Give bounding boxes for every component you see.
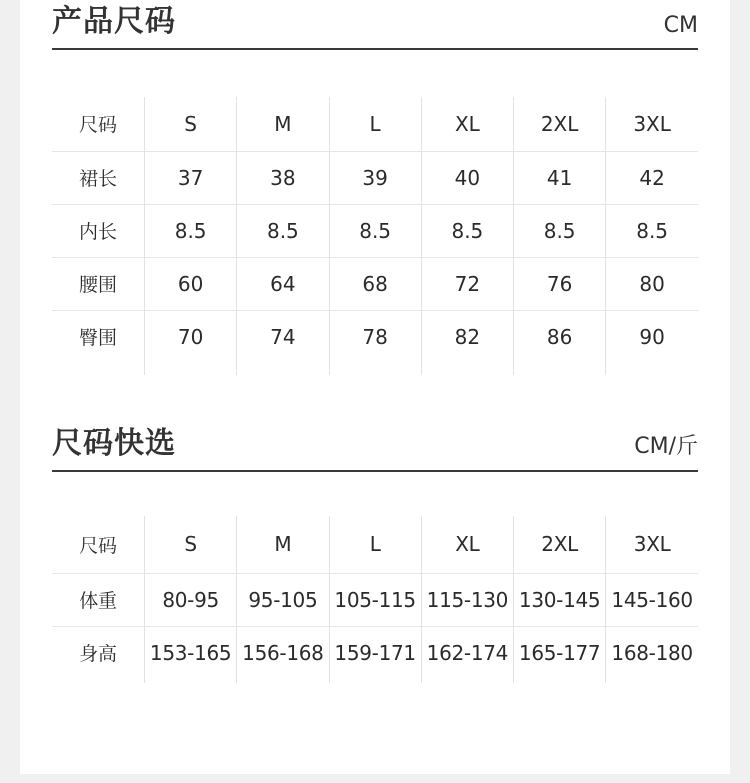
table-cell: 68 — [329, 257, 421, 310]
table-cell: 95-105 — [237, 573, 329, 626]
table-cell: 130-145 — [514, 573, 606, 626]
row-label: 身高 — [52, 626, 145, 683]
table-cell: 8.5 — [145, 204, 237, 257]
header-cell: 3XL — [606, 516, 698, 573]
table-cell: 74 — [237, 310, 329, 375]
header-cell: 2XL — [514, 516, 606, 573]
table-cell: 37 — [145, 151, 237, 204]
header-cell: S — [145, 516, 237, 573]
quick-size-table — [52, 516, 698, 683]
quick-size-unit: CM/斤 — [634, 434, 698, 459]
table-cell: 8.5 — [421, 204, 513, 257]
product-size-unit: CM — [663, 13, 698, 38]
size-chart-page — [20, 0, 730, 774]
table-cell: 80 — [606, 257, 698, 310]
header-cell: XL — [421, 516, 513, 573]
table-cell: 8.5 — [237, 204, 329, 257]
row-label: 裙长 — [52, 151, 145, 204]
product-size-table — [52, 97, 698, 375]
header-cell: 尺码 — [78, 114, 117, 137]
table-cell: 80-95 — [145, 573, 237, 626]
table-cell: 8.5 — [329, 204, 421, 257]
table-row — [52, 151, 698, 204]
table-cell: 153-165 — [145, 626, 237, 683]
table-row — [52, 573, 698, 626]
product-size-header — [52, 4, 698, 50]
table-row — [52, 204, 698, 257]
header-cell: 2XL — [514, 97, 606, 151]
table-cell: 76 — [514, 257, 606, 310]
table-cell: 90 — [606, 310, 698, 375]
table-cell: 70 — [145, 310, 237, 375]
header-cell: L — [329, 516, 421, 573]
table-cell: 8.5 — [514, 204, 606, 257]
quick-size-header — [52, 426, 698, 472]
table-cell: 82 — [421, 310, 513, 375]
header-cell: S — [145, 97, 237, 151]
table-cell: 64 — [237, 257, 329, 310]
row-label: 体重 — [52, 573, 145, 626]
header-cell: L — [329, 97, 421, 151]
product-size-title: 产品尺码 — [52, 4, 176, 39]
table-cell: 86 — [514, 310, 606, 375]
header-cell: XL — [421, 97, 513, 151]
table-row — [52, 626, 698, 683]
table-cell: 41 — [514, 151, 606, 204]
row-label: 内长 — [52, 204, 145, 257]
table-cell: 78 — [329, 310, 421, 375]
table-cell: 8.5 — [606, 204, 698, 257]
table-cell: 145-160 — [606, 573, 698, 626]
header-cell: M — [237, 516, 329, 573]
table-cell: 39 — [329, 151, 421, 204]
table-cell: 162-174 — [421, 626, 513, 683]
table-cell: 115-130 — [421, 573, 513, 626]
quick-size-title: 尺码快选 — [52, 426, 176, 461]
table-cell: 38 — [237, 151, 329, 204]
header-cell: 3XL — [606, 97, 698, 151]
table-header-row — [52, 97, 698, 151]
header-cell: 尺码 — [79, 534, 117, 557]
table-cell: 159-171 — [329, 626, 421, 683]
table-cell: 42 — [606, 151, 698, 204]
row-label: 腰围 — [52, 257, 145, 310]
table-cell: 40 — [421, 151, 513, 204]
table-cell: 165-177 — [514, 626, 606, 683]
table-cell: 156-168 — [237, 626, 329, 683]
table-cell: 60 — [145, 257, 237, 310]
table-header-row — [52, 516, 698, 573]
table-cell: 105-115 — [329, 573, 421, 626]
header-cell: M — [237, 97, 329, 151]
table-cell: 168-180 — [606, 626, 698, 683]
row-label: 臀围 — [52, 310, 145, 375]
table-row — [52, 310, 698, 375]
table-row — [52, 257, 698, 310]
table-cell: 72 — [421, 257, 513, 310]
